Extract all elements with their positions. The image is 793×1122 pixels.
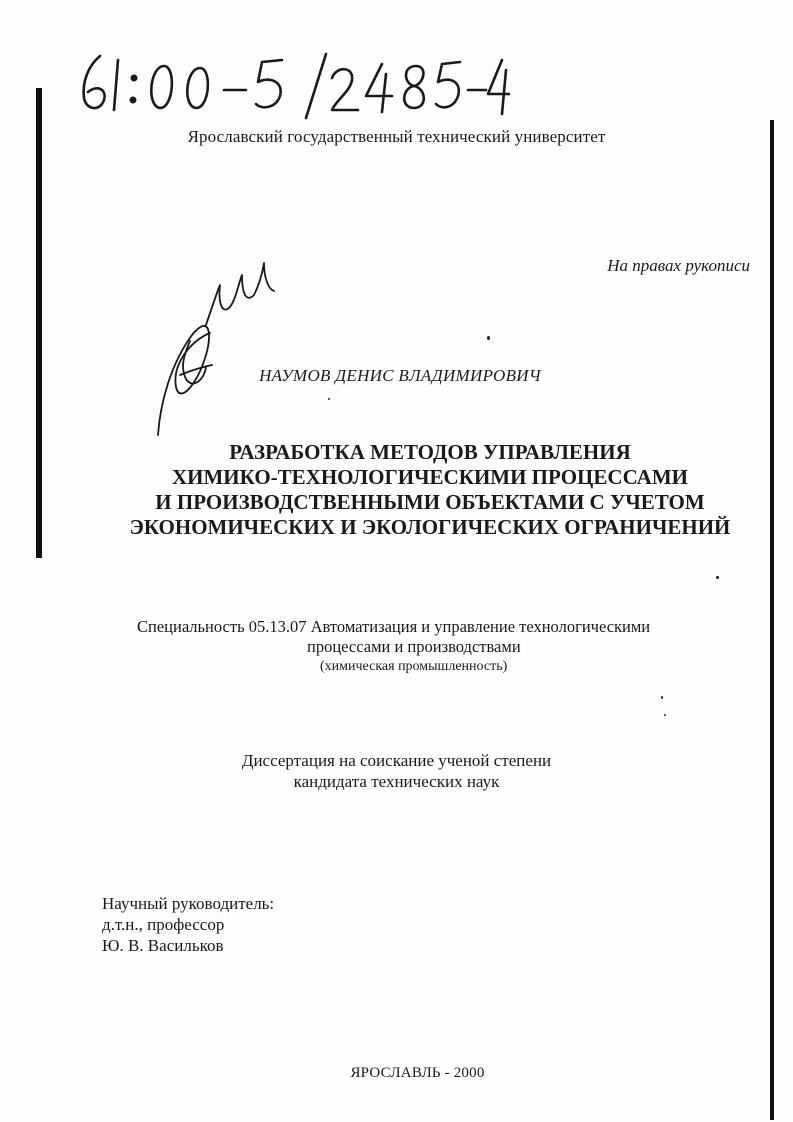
handwritten-signature [150, 255, 275, 440]
scan-edge-right [770, 120, 774, 1120]
title-line: ХИМИКО-ТЕХНОЛОГИЧЕСКИМИ ПРОЦЕССАМИ [171, 465, 689, 489]
scan-speck [487, 336, 490, 340]
degree-line: кандидата технических наук [293, 772, 500, 791]
author-name: НАУМОВ ДЕНИС ВЛАДИМИРОВИЧ [259, 366, 541, 385]
university-name: Ярославский государственный технический университет [187, 127, 606, 146]
supervisor-label: Научный руководитель: [102, 894, 275, 913]
degree-line: Диссертация на соискание ученой степени [241, 751, 552, 770]
title-line: РАЗРАБОТКА МЕТОДОВ УПРАВЛЕНИЯ [229, 440, 631, 464]
title-line: И ПРОИЗВОДСТВЕННЫМИ ОБЪЕКТАМИ С УЧЕТОМ [155, 490, 705, 514]
supervisor-name: Ю. В. Васильков [102, 936, 224, 955]
manuscript-rights-note: На правах рукописи [607, 256, 750, 275]
handwritten-archive-code [70, 48, 510, 120]
supervisor-block [102, 893, 274, 956]
dissertation-title [0, 440, 793, 540]
scan-speck [328, 398, 330, 400]
scan-speck [661, 696, 663, 699]
title-line: ЭКОНОМИЧЕСКИХ И ЭКОЛОГИЧЕСКИХ ОГРАНИЧЕНИЙ [129, 515, 731, 539]
scan-speck [716, 576, 719, 579]
supervisor-degree: д.т.н., профессор [102, 915, 225, 934]
city-year: ЯРОСЛАВЛЬ - 2000 [350, 1065, 485, 1081]
specialty-industry: (химическая промышленность) [320, 659, 508, 674]
specialty-line: процессами и производствами [307, 637, 521, 656]
scan-speck [664, 714, 666, 716]
specialty-line: Специальность 05.13.07 Автоматизация и управление технологическими [137, 617, 651, 636]
specialty-block [137, 617, 650, 677]
degree-statement [0, 750, 793, 792]
